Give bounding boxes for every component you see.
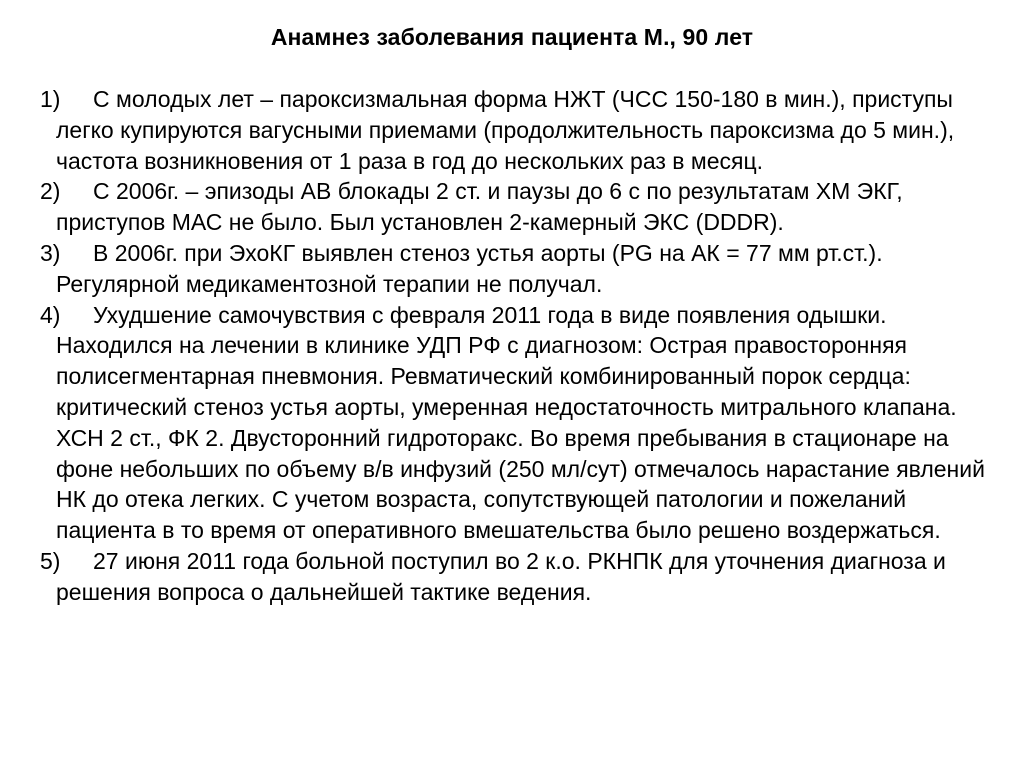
- item-number: 1): [40, 86, 61, 112]
- list-item: [40, 84, 988, 176]
- document-title: Анамнез заболевания пациента М., 90 лет: [270, 24, 754, 50]
- item-text: В 2006г. при ЭхоКГ выявлен стеноз устья аорты (PG на АК = 77 мм рт.ст.). Регулярной медикаментозной терапии не получал.: [56, 239, 883, 297]
- item-text: Ухудшение самочувствия с февраля 2011 года в виде появления одышки. Находился на лечении в клинике УДП РФ с диагнозом: Острая правосторонняя полисегментарная пневмония. Ревматический комбинированный порок сердца: критический стеноз устья аорты, умеренная недостаточность митрального клапана. ХСН 2 ст., ФК 2. Двусторонний гидроторакс. Во время пребывания в стационаре на фоне небольших по объему в/в инфузий (250 мл/сут) отмечалось нарастание явлений НК до отека легких. С учетом возраста, сопутствующей патологии и пожеланий пациента в то время от оперативного вмешательства было решено воздержаться.: [56, 301, 985, 544]
- list-item: [40, 300, 988, 546]
- list-item: [40, 238, 988, 300]
- anamnesis-list: [40, 84, 988, 608]
- item-number: 4): [40, 301, 61, 328]
- item-text: 27 июня 2011 года больной поступил во 2 к.о. РКНПК для уточнения диагноза и решения вопроса о дальнейшей тактике ведения.: [56, 547, 946, 605]
- list-item: [40, 176, 988, 238]
- item-text: С молодых лет – пароксизмальная форма НЖТ (ЧСС 150-180 в мин.), приступы легко купируются вагусными приемами (продолжительность пароксизма до 5 мин.), частота возникновения от 1 раза в год до нескольких раз в месяц.: [56, 86, 955, 174]
- item-number: 3): [40, 239, 61, 266]
- item-number: 2): [40, 178, 61, 205]
- item-text: С 2006г. – эпизоды АВ блокады 2 ст. и паузы до 6 с по результатам ХМ ЭКГ, приступов МАС не было. Был установлен 2-камерный ЭКС (DDDR).: [56, 178, 903, 236]
- list-item: [40, 546, 988, 608]
- item-number: 5): [40, 547, 61, 574]
